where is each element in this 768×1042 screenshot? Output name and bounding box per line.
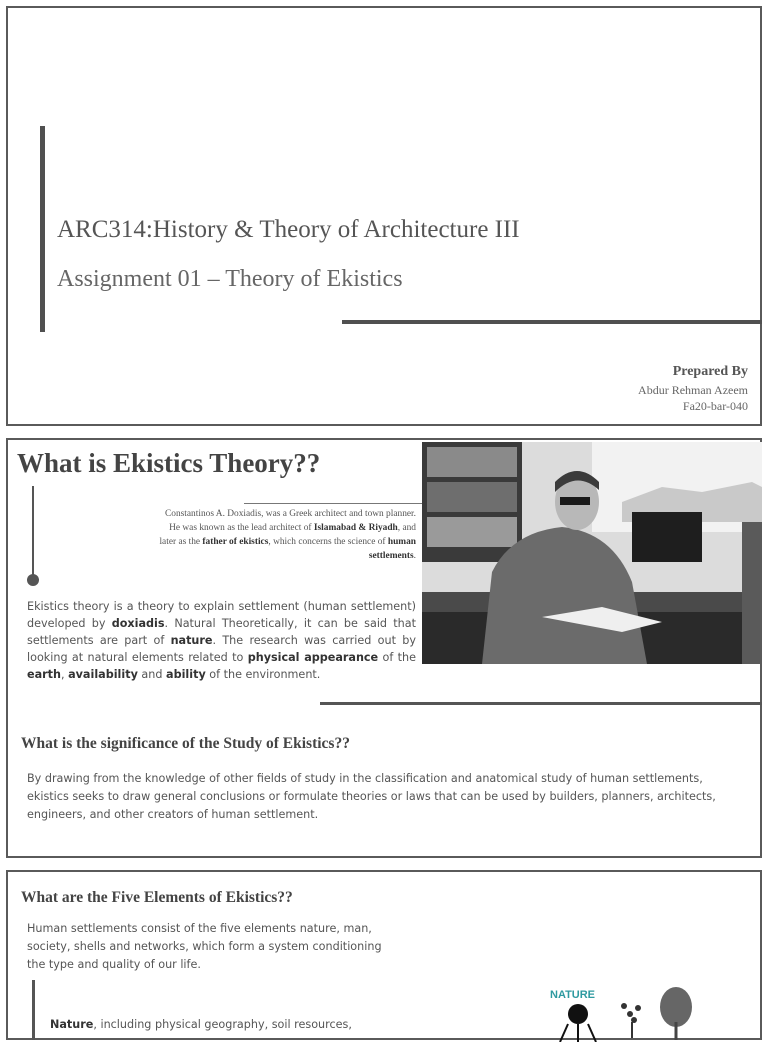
accent-horizontal-bar bbox=[342, 320, 762, 324]
accent-vertical-line bbox=[32, 980, 35, 1040]
accent-vertical-line bbox=[32, 486, 34, 576]
course-title: ARC314:History & Theory of Architecture III bbox=[57, 216, 520, 243]
assignment-subtitle: Assignment 01 – Theory of Ekistics bbox=[57, 266, 403, 292]
significance-paragraph: By drawing from the knowledge of other fields of study in the classification and anatomical study of human settlements, ekistics seeks to draw general conclusions or formulate theories or laws that can be used by builders, planners, architects, engineers, and other creators of human settlement. bbox=[27, 772, 716, 821]
accent-dot bbox=[27, 574, 39, 586]
accent-vertical-bar bbox=[40, 126, 45, 332]
prepared-by-label: Prepared By bbox=[672, 364, 748, 379]
nature-diagram bbox=[538, 972, 698, 1042]
ekistics-theory-slide bbox=[6, 438, 762, 858]
nature-diagram-label: NATURE bbox=[550, 989, 596, 1001]
caption-rule bbox=[244, 503, 424, 504]
student-id: Fa20-bar-040 bbox=[682, 399, 748, 413]
doxiadis-photo bbox=[422, 442, 762, 664]
five-elements-heading: What are the Five Elements of Ekistics?? bbox=[21, 889, 293, 906]
prepared-by-block bbox=[638, 364, 748, 414]
slide-title: What is Ekistics Theory?? bbox=[17, 448, 321, 478]
title-slide bbox=[6, 6, 762, 426]
doxiadis-caption: Constantinos A. Doxiadis, was a Greek architect and town planner. He was known as the lead architect of Islamabad & Riyadh, and later as the father of ekistics, which concerns the science of human settlements. bbox=[159, 509, 416, 561]
five-elements-paragraph: Human settlements consist of the five elements nature, man, society, shells and networks, which form a system conditioning the type and quality of our life. bbox=[27, 922, 382, 971]
ekistics-description: Ekistics theory is a theory to explain settlement (human settlement) developed by doxiadis. Natural Theoretically, it can be said that settlements are part of nature. The research was carried out by looking at natural elements related to physical appearance of the earth, availability and ability of the environment. bbox=[27, 600, 417, 681]
section-divider bbox=[320, 702, 762, 705]
five-elements-slide bbox=[6, 870, 762, 1040]
nature-description: Nature, including physical geography, soil resources, bbox=[50, 1018, 352, 1031]
author-name: Abdur Rehman Azeem bbox=[638, 383, 748, 397]
significance-heading: What is the significance of the Study of Ekistics?? bbox=[21, 735, 350, 752]
